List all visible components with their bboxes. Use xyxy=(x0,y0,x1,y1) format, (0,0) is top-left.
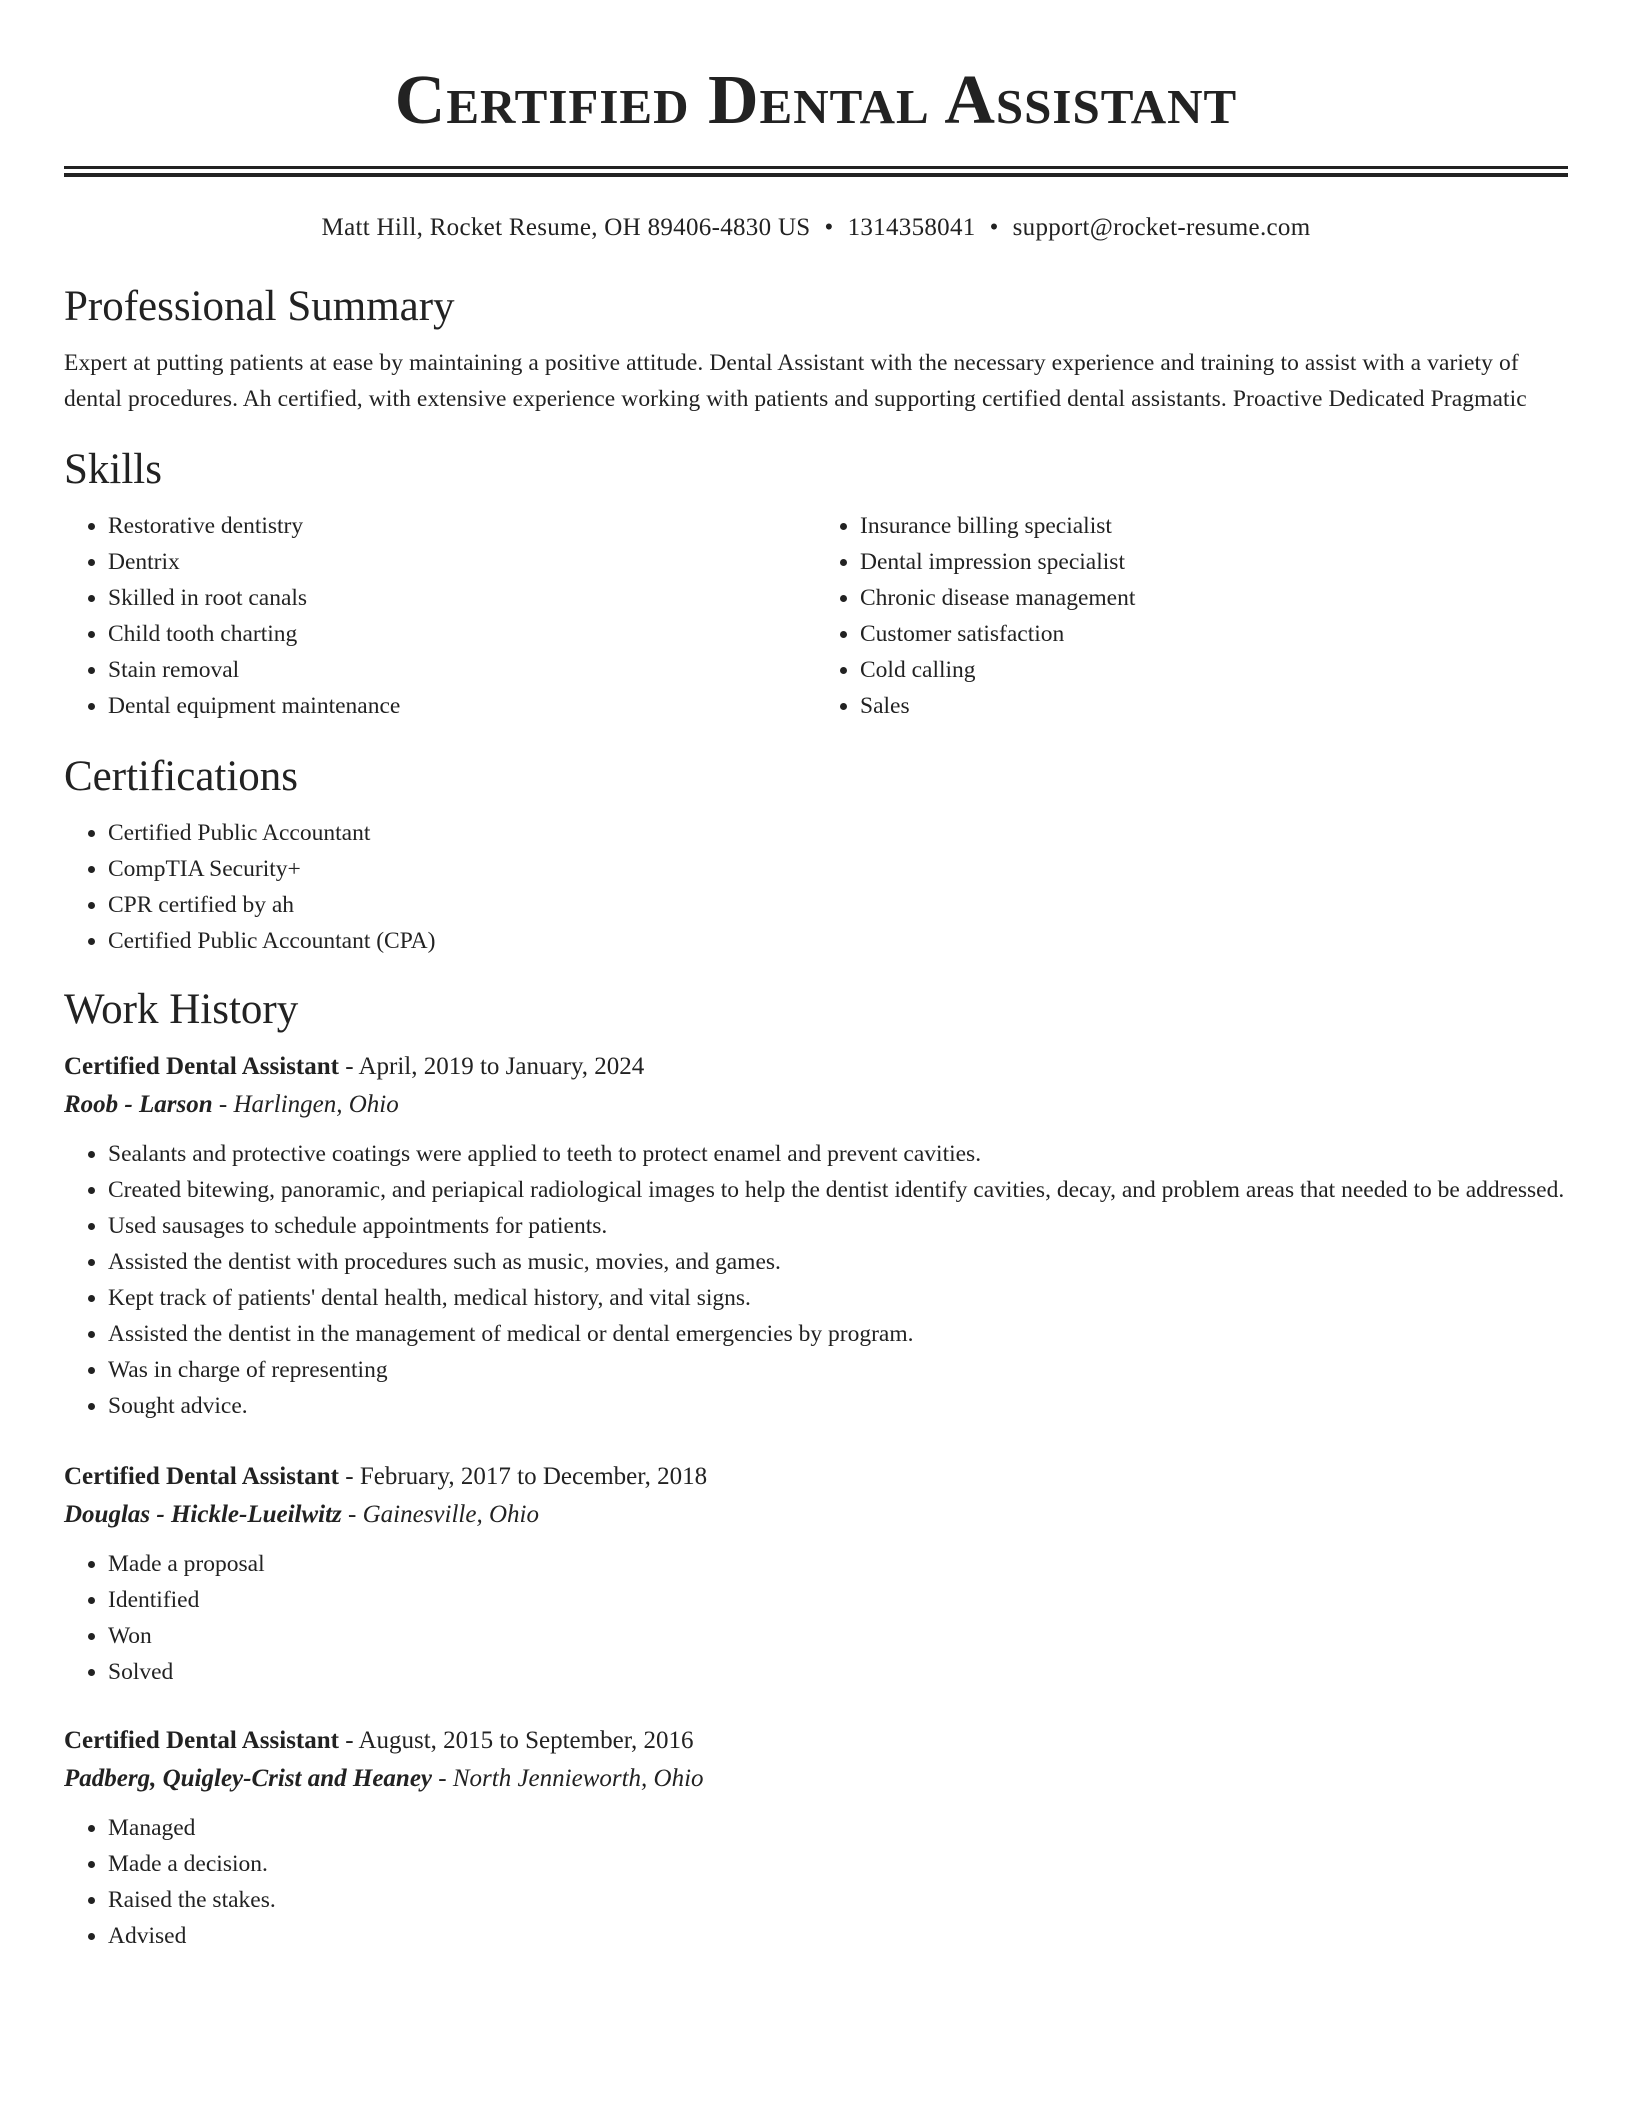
job-entry xyxy=(64,1458,1568,1690)
certifications-section xyxy=(64,751,1568,959)
company-location: North Jennieworth, Ohio xyxy=(452,1765,704,1792)
skill-item: • Sales xyxy=(860,688,1568,724)
job-bullet: • Sought advice. xyxy=(108,1388,1568,1424)
skill-item: • Restorative dentistry xyxy=(108,508,816,544)
job-header: Certified Dental Assistant - August, 2015 to September, 2016 xyxy=(64,1727,694,1754)
contact-phone: 1314358041 xyxy=(847,214,976,241)
job-bullet: • Managed xyxy=(108,1810,1568,1846)
contact-separator: • xyxy=(824,214,834,241)
certifications-list xyxy=(64,815,1568,959)
job-bullet: • Kept track of patients' dental health, medical history, and vital signs. xyxy=(108,1280,1568,1316)
skill-item: • Dental impression specialist xyxy=(860,544,1568,580)
skills-heading: Skills xyxy=(64,446,162,493)
job-bullet: • Created bitewing, panoramic, and periapical radiological images to help the dentist identify cavities, decay, and problem areas that needed to be addressed. xyxy=(108,1172,1568,1208)
job-header: Certified Dental Assistant - April, 2019 to January, 2024 xyxy=(64,1053,645,1080)
skill-item: • Skilled in root canals xyxy=(108,580,816,616)
skill-item: • Dentrix xyxy=(108,544,816,580)
contact-address: Matt Hill, Rocket Resume, OH 89406-4830 US xyxy=(321,214,811,241)
skills-grid xyxy=(64,508,1568,724)
skill-item: • Chronic disease management xyxy=(860,580,1568,616)
job-bullet: • Raised the stakes. xyxy=(108,1882,1568,1918)
job-bullet: • Advised xyxy=(108,1918,1568,1954)
job-bullets xyxy=(64,1136,1568,1424)
skill-item: • Child tooth charting xyxy=(108,616,816,652)
job-title: Certified Dental Assistant xyxy=(64,1053,339,1080)
contact-email: support@rocket-resume.com xyxy=(1012,214,1311,241)
certification-item: • Certified Public Accountant xyxy=(108,815,1568,851)
company-location: Harlingen, Ohio xyxy=(233,1091,399,1118)
summary-heading: Professional Summary xyxy=(64,283,455,330)
work-history-heading: Work History xyxy=(64,986,299,1033)
certifications-heading: Certifications xyxy=(64,753,299,800)
skill-item: • Customer satisfaction xyxy=(860,616,1568,652)
job-bullet: • Sealants and protective coatings were applied to teeth to protect enamel and prevent cavities. xyxy=(108,1136,1568,1172)
job-header: Certified Dental Assistant - February, 2017 to December, 2018 xyxy=(64,1463,708,1490)
job-employer: Roob - Larson - Harlingen, Ohio xyxy=(64,1091,399,1118)
contact-separator: • xyxy=(989,214,999,241)
company-name: Roob - Larson xyxy=(64,1091,213,1118)
skill-item: • Dental equipment maintenance xyxy=(108,688,816,724)
summary-text: Expert at putting patients at ease by maintaining a positive attitude. Dental Assistant with the necessary experience and training to assist with a variety of dental procedures. Ah certified, with extensive experience working with patients and supporting certified dental assistants. Proactive Dedicated Pragmatic xyxy=(64,350,1527,412)
certification-item: • Certified Public Accountant (CPA) xyxy=(108,923,1568,959)
company-location: Gainesville, Ohio xyxy=(362,1501,539,1528)
job-bullets xyxy=(64,1810,1568,1954)
skill-item: • Insurance billing specialist xyxy=(860,508,1568,544)
job-title: Certified Dental Assistant xyxy=(64,1727,339,1754)
job-employer: Padberg, Quigley-Crist and Heaney - North Jennieworth, Ohio xyxy=(64,1765,704,1792)
title-divider xyxy=(64,166,1568,177)
job-employer: Douglas - Hickle-Lueilwitz - Gainesville, Ohio xyxy=(64,1501,539,1528)
job-entry xyxy=(64,1722,1568,1954)
certification-item: • CompTIA Security+ xyxy=(108,851,1568,887)
job-bullet: • Assisted the dentist in the management of medical or dental emergencies by program. xyxy=(108,1316,1568,1352)
job-bullet: • Won xyxy=(108,1618,1568,1654)
job-bullet: • Was in charge of representing xyxy=(108,1352,1568,1388)
skills-list-left xyxy=(64,508,816,724)
job-bullet: • Used sausages to schedule appointments for patients. xyxy=(108,1208,1568,1244)
skills-section xyxy=(64,444,1568,724)
job-bullet: • Solved xyxy=(108,1654,1568,1690)
resume-title: Certified Dental Assistant xyxy=(394,62,1238,139)
job-bullet: • Made a decision. xyxy=(108,1846,1568,1882)
company-name: Padberg, Quigley-Crist and Heaney xyxy=(64,1765,433,1792)
contact-line xyxy=(64,213,1568,243)
job-bullet: • Made a proposal xyxy=(108,1546,1568,1582)
skill-item: • Cold calling xyxy=(860,652,1568,688)
skill-item: • Stain removal xyxy=(108,652,816,688)
work-history-section xyxy=(64,984,1568,1954)
job-dates: February, 2017 to December, 2018 xyxy=(359,1463,708,1490)
job-dates: August, 2015 to September, 2016 xyxy=(358,1727,694,1754)
job-entry xyxy=(64,1048,1568,1424)
certification-item: • CPR certified by ah xyxy=(108,887,1568,923)
job-title: Certified Dental Assistant xyxy=(64,1463,339,1490)
job-bullet: • Assisted the dentist with procedures such as music, movies, and games. xyxy=(108,1244,1568,1280)
job-bullets xyxy=(64,1546,1568,1690)
company-name: Douglas - Hickle-Lueilwitz xyxy=(64,1501,342,1528)
skills-list-right xyxy=(816,508,1568,724)
summary-section xyxy=(64,281,1568,417)
job-dates: April, 2019 to January, 2024 xyxy=(358,1053,645,1080)
job-bullet: • Identified xyxy=(108,1582,1568,1618)
